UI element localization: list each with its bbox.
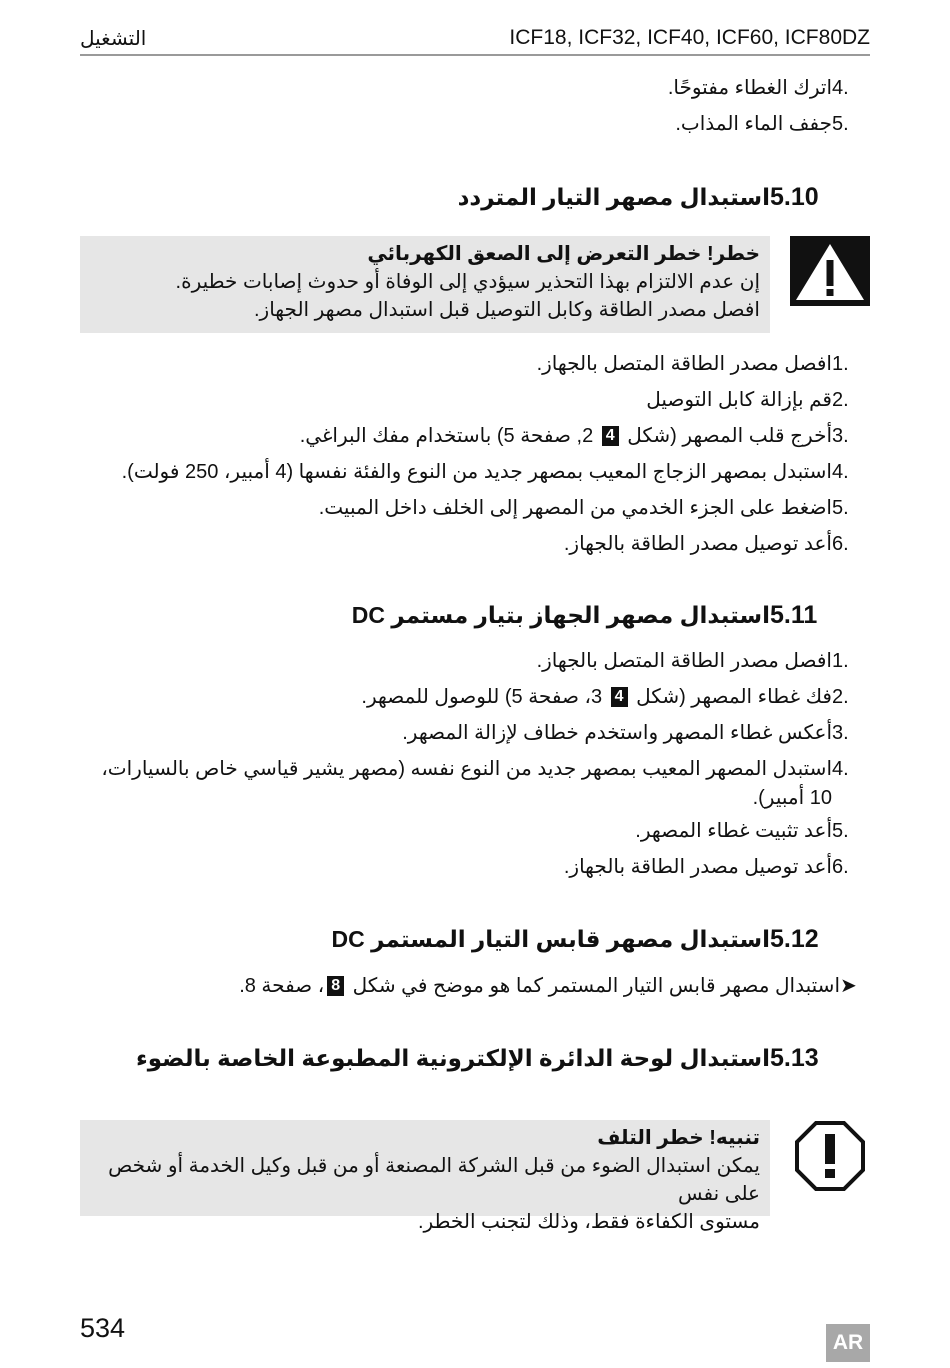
list-item: 6.أعد توصيل مصدر الطاقة بالجهاز. bbox=[563, 533, 849, 555]
warning-icon bbox=[790, 236, 870, 311]
list-item: 5.اضغط على الجزء الخدمي من المصهر إلى الخلف داخل المبيت. bbox=[318, 497, 849, 519]
list-item: 2.قم بإزالة كابل التوصيل bbox=[646, 389, 849, 411]
notice-line: مستوى الكفاءة فقط، وذلك لتجنب الخطر. bbox=[417, 1211, 760, 1233]
section-heading-5-12: 5.12استبدال مصهر قابس التيار المستمر DC bbox=[331, 925, 819, 953]
list-item: 3.أخرج قلب المصهر (شكل 4 2, صفحة 5) باستخدام مفك البراغي. bbox=[299, 425, 849, 447]
warning-line: إن عدم الالتزام بهذا التحذير سيؤدي إلى الوفاة أو حدوث إصابات خطيرة. bbox=[175, 271, 760, 293]
arrow-bullet-icon: ➤ bbox=[840, 975, 857, 997]
list-item: 6.أعد توصيل مصدر الطاقة بالجهاز. bbox=[563, 856, 849, 878]
notice-line: يمكن استبدال الضوء من قبل الشركة المصنعة أو من قبل وكيل الخدمة أو شخص على نفس bbox=[108, 1155, 760, 1205]
list-item: 4.اترك الغطاء مفتوحًا. bbox=[667, 77, 849, 99]
list-item: 3.أعكس غطاء المصهر واستخدم خطاف لإزالة المصهر. bbox=[402, 722, 849, 744]
notice-title: تنبيه! خطر التلف bbox=[597, 1127, 760, 1149]
notice-box bbox=[80, 1120, 770, 1233]
list-item: 2.فك غطاء المصهر (شكل 4 3، صفحة 5) للوصول للمصهر. bbox=[361, 686, 849, 708]
figure-badge: 4 bbox=[602, 426, 619, 446]
section-heading-5-10: 5.10استبدال مصهر التيار المتردد bbox=[457, 183, 819, 211]
list-item-continuation: 10 أمبير). bbox=[752, 787, 832, 809]
list-item: 4.استبدل بمصهر الزجاج المعيب بمصهر جديد من النوع والفئة نفسها (4 أمبير، 250 فولت). bbox=[121, 461, 849, 483]
header-rule bbox=[80, 54, 870, 56]
list-item: 1.افصل مصدر الطاقة المتصل بالجهاز. bbox=[536, 353, 849, 375]
figure-badge: 8 bbox=[327, 976, 344, 996]
warning-box bbox=[80, 236, 770, 333]
section-heading-5-13: 5.13استبدال لوحة الدائرة الإلكترونية المطبوعة الخاصة بالضوء bbox=[136, 1044, 819, 1072]
warning-title: خطر! خطر التعرض إلى الصعق الكهربائي bbox=[367, 243, 760, 265]
list-item: 4.استبدل المصهر المعيب بمصهر جديد من النوع نفسه (مصهر يشير قياسي خاص بالسيارات، bbox=[101, 758, 849, 780]
header-models: ICF18, ICF32, ICF40, ICF60, ICF80DZ bbox=[509, 26, 870, 49]
figure-badge: 4 bbox=[611, 687, 628, 707]
list-item: 5.أعد تثبيت غطاء المصهر. bbox=[635, 820, 849, 842]
warning-line: افصل مصدر الطاقة وكابل التوصيل قبل استبدال مصهر الجهاز. bbox=[254, 299, 760, 321]
section-heading-5-11: 5.11استبدال مصهر الجهاز بتيار مستمر DC bbox=[351, 601, 818, 629]
list-item: 5.جفف الماء المذاب. bbox=[675, 113, 849, 135]
list-item: ➤استبدال مصهر قابس التيار المستمر كما هو موضح في شكل 8، صفحة 8. bbox=[80, 968, 870, 1004]
list-item: 1.افصل مصدر الطاقة المتصل بالجهاز. bbox=[536, 650, 849, 672]
language-badge: AR bbox=[826, 1324, 870, 1362]
notice-icon bbox=[794, 1120, 866, 1197]
page-number: 534 bbox=[80, 1313, 126, 1343]
header-section-label: التشغيل bbox=[80, 28, 147, 50]
